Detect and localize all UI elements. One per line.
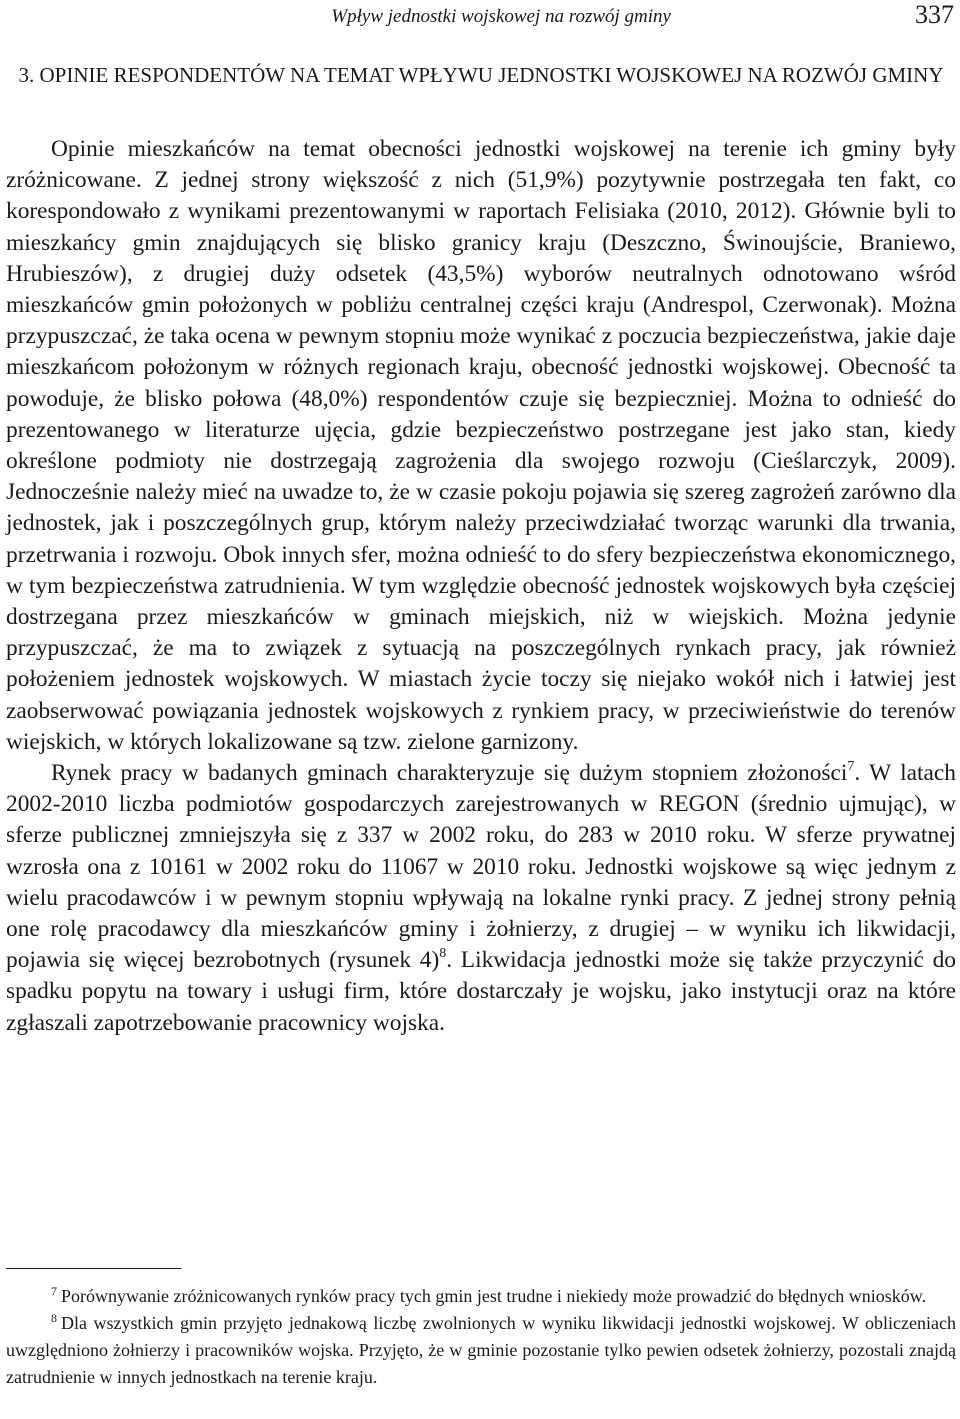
running-title: Wpływ jednostki wojskowej na rozwój gminy — [331, 6, 671, 27]
footnote-8 — [6, 1310, 956, 1391]
footnote-7 — [6, 1283, 956, 1310]
footnote-ref-7[interactable]: 7 — [847, 759, 855, 775]
page-number: 337 — [915, 0, 954, 29]
paragraph-2 — [6, 758, 956, 1039]
paragraph-1: Opinie mieszkańców na temat obecności jednostki wojskowej na terenie ich gminy były zróżnicowane. Z jednej strony większość z nich (51,9%) pozytywnie postrzegała ten fakt, co korespondowało z wynikami prezentowanymi w raportach Felisiaka (2010, 2012). Głównie byli to mieszkańcy gmin znajdujących się blisko granicy kraju (Deszczno, Świnoujście, Braniewo, Hrubieszów), z drugiej duży odsetek (43,5%) wyborów neutralnych odnotowano wśród mieszkańców gmin położonych w pobliżu centralnej części kraju (Andrespol, Czerwonak). Można przypuszczać, że taka ocena w pewnym stopniu może wynikać z poczucia bezpieczeństwa, jakie daje mieszkańcom położonym w różnych regionach kraju, obecność jednostki wojskowej. Obecność ta powoduje, że blisko połowa (48,0%) respondentów czuje się bezpieczniej. Można to odnieść do prezentowanego w literaturze ujęcia, gdzie bezpieczeństwo postrzegane jest jako stan, kiedy określone podmioty nie dostrzegają zagrożenia dla swojego rozwoju (Cieślarczyk, 2009). Jednocześnie należy mieć na uwadze to, że w czasie pokoju pojawia się szereg zagrożeń zarówno dla jednostek, jak i poszczególnych grup, którym należy przeciwdziałać tworząc warunki dla trwania, przetrwania i rozwoju. Obok innych sfer, można odnieść to do sfery bezpieczeństwa ekonomicznego, w tym bezpieczeństwa zatrudnienia. W tym względzie obecność jednostek wojskowych była częściej dostrzegana przez mieszkańców w gminach miejskich, niż w wiejskich. Można jedynie przypuszczać, że ma to związek z sytuacją na poszczególnych rynkach pracy, jak również położeniem jednostek wojskowych. W miastach życie toczy się niejako wokół nich i łatwiej jest zaobserwować powiązania jednostek wojskowych z rynkiem pracy, w przeciwieństwie do terenów wiejskich, w których lokalizowane są tzw. zielone garnizony. — [6, 136, 956, 755]
page — [6, 0, 956, 1419]
paragraph-2-part-3: . Likwidacja jednostki może się także przyczynić do spadku popytu na towary i usługi firm, które dostarczały je wojsku, jako instytucji oraz na które zgłaszali zapotrzebowanie pracownicy wojska. — [6, 947, 957, 1036]
footnote-7-text: Porównywanie zróżnicowanych rynków pracy tych gmin jest trudne i niekiedy może prowadzić do błędnych wniosków. — [61, 1286, 927, 1306]
running-header — [6, 2, 956, 30]
footnote-ref-8[interactable]: 8 — [439, 946, 447, 962]
paragraph-2-part-1: Rynek pracy w badanych gminach charakteryzuje się dużym stopniem złożoności — [51, 760, 848, 787]
footnote-divider — [6, 1268, 181, 1269]
section-heading: 3. OPINIE RESPONDENTÓW NA TEMAT WPŁYWU JEDNOSTKI WOJSKOWEJ NA ROZWÓJ GMINY — [18, 63, 944, 87]
footnote-8-mark: 8 — [51, 1311, 57, 1325]
footnotes — [6, 1283, 956, 1391]
footnote-7-mark: 7 — [51, 1284, 57, 1298]
body-text — [6, 134, 956, 1039]
paragraph-2-part-2: . W latach 2002-2010 liczba podmiotów gospodarczych zarejestrowanych w REGON (średnio ujmując), w sferze publicznej zmniejszyła się z 337 w 2002 roku, do 283 w 2010 roku. W sferze prywatnej wzrosła ona z 10161 w 2002 roku do 11067 w 2010 roku. Jednostki wojskowe są więc jednym z wielu pracodawców i w pewnym stopniu wpływają na lokalne rynki pracy. Z jednej strony pełnią one rolę pracodawcy dla mieszkańców gminy i żołnierzy, z drugiej – w wyniku ich likwidacji, pojawia się więcej bezrobotnych (rysunek 4) — [6, 760, 956, 974]
footnote-8-text: Dla wszystkich gmin przyjęto jednakową liczbę zwolnionych w wyniku likwidacji jednostki wojskowej. W obliczeniach uwzględniono żołnierzy i pracowników wojska. Przyjęto, że w gminie pozostanie tylko pewien odsetek żołnierzy, pozostali znajdą zatrudnienie w innych jednostkach na terenie kraju. — [6, 1313, 956, 1387]
